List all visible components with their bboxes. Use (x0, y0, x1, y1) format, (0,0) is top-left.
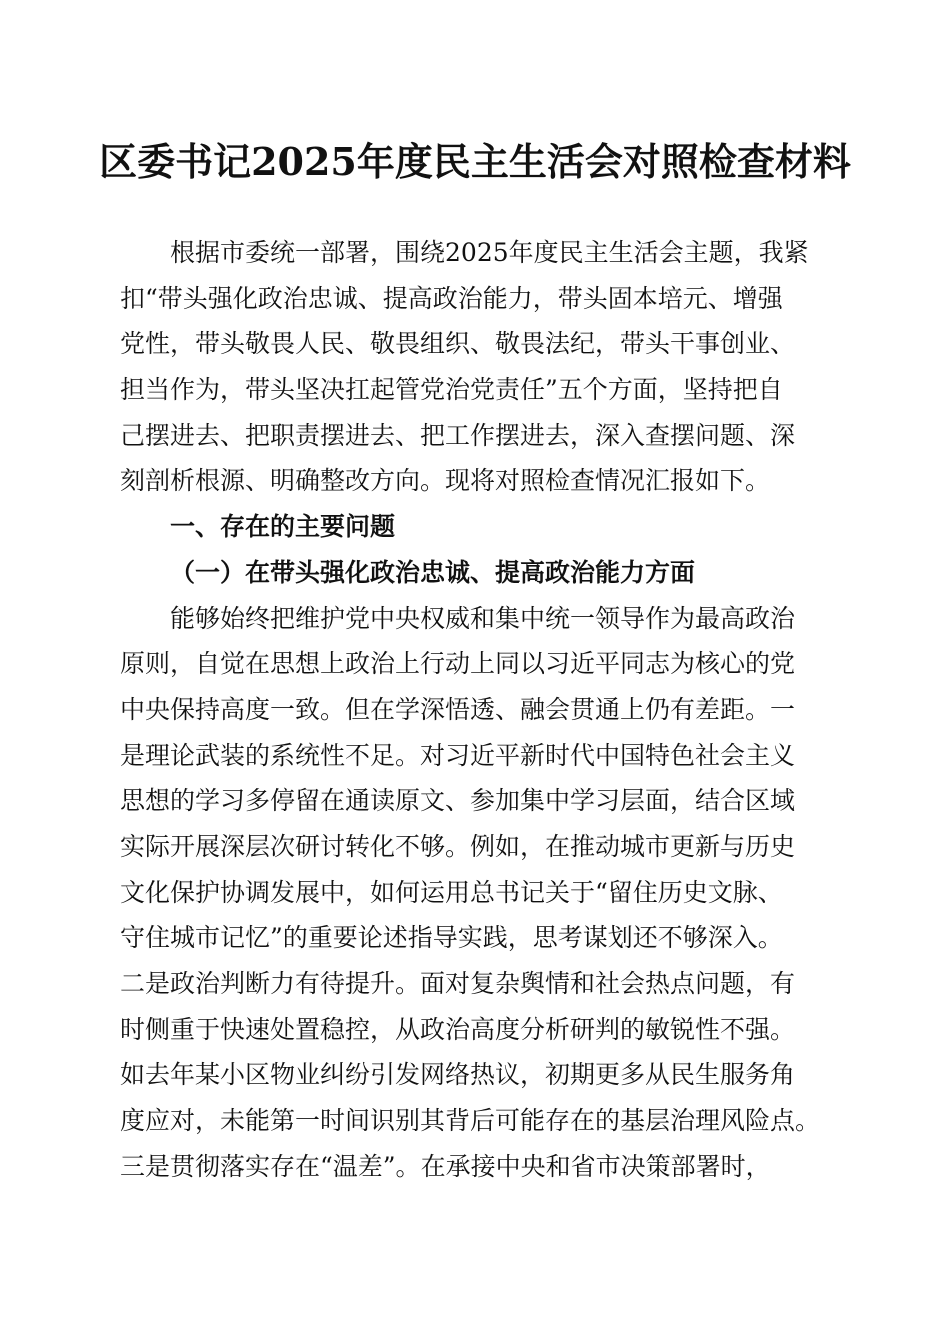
paragraph-line: 时侧重于快速处置稳控，从政治高度分析研判的敏锐性不强。 (120, 1014, 796, 1044)
paragraph-line: 根据市委统一部署，围绕2025年度民主生活会主题，我紧 (170, 238, 809, 267)
paragraph-line: 刻剖析根源、明确整改方向。现将对照检查情况汇报如下。 (120, 466, 771, 496)
document-title: 区委书记2025年度民主生活会对照检查材料 (99, 139, 851, 184)
paragraph-line: 守住城市记忆”的重要论述指导实践，思考谋划还不够深入。 (120, 923, 783, 953)
paragraph-line: 思想的学习多停留在通读原文、参加集中学习层面，结合区域 (120, 786, 796, 816)
paragraph-line: 己摆进去、把职责摆进去、把工作摆进去，深入查摆问题、深 (120, 420, 796, 450)
paragraph-line: 实际开展深层次研讨转化不够。例如，在推动城市更新与历史 (120, 831, 796, 861)
paragraph-line: 如去年某小区物业纠纷引发网络热议，初期更多从民生服务角 (120, 1060, 796, 1090)
paragraph-line: 是理论武装的系统性不足。对习近平新时代中国特色社会主义 (120, 740, 796, 770)
paragraph-line: 文化保护协调发展中，如何运用总书记关于“留住历史文脉、 (120, 877, 783, 907)
paragraph-line: 三是贯彻落实存在“温差”。在承接中央和省市决策部署时， (120, 1151, 771, 1181)
paragraph-line: 中央保持高度一致。但在学深悟透、融会贯通上仍有差距。一 (120, 694, 796, 724)
paragraph-line: 扣“带头强化政治忠诚、提高政治能力，带头固本培元、增强 (120, 283, 783, 313)
document-body (120, 230, 830, 1189)
paragraph-line: 度应对，未能第一时间识别其背后可能存在的基层治理风险点。 (120, 1106, 821, 1136)
subsection-heading: （一）在带头强化政治忠诚、提高政治能力方面 (170, 557, 696, 587)
paragraph-line: 党性，带头敬畏人民、敬畏组织、敬畏法纪，带头干事创业、 (120, 329, 796, 359)
paragraph-line: 原则，自觉在思想上政治上行动上同以习近平同志为核心的党 (120, 649, 796, 679)
paragraph-line: 能够始终把维护党中央权威和集中统一领导作为最高政治 (170, 603, 796, 633)
paragraph-line: 二是政治判断力有待提升。面对复杂舆情和社会热点问题，有 (120, 969, 796, 998)
paragraph-line: 担当作为，带头坚决扛起管党治党责任”五个方面，坚持把自 (120, 375, 783, 405)
section-heading: 一、存在的主要问题 (170, 512, 396, 542)
